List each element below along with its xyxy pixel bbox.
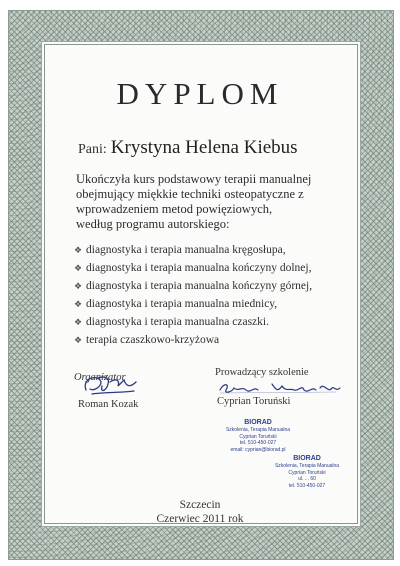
list-item bbox=[74, 277, 312, 295]
instructor-role: Prowadzący szkolenie bbox=[215, 367, 309, 378]
bullet-icon: ❖ bbox=[74, 245, 83, 255]
diploma-title: DYPLOM bbox=[116, 76, 284, 111]
list-item bbox=[74, 259, 312, 277]
bullet-icon: ❖ bbox=[74, 299, 83, 309]
description-line: obejmujący miękkie techniki osteopatyczne z bbox=[76, 187, 304, 201]
bullet-icon: ❖ bbox=[74, 263, 83, 273]
topic-text: diagnostyka i terapia manualna kręgosłupa, bbox=[86, 244, 286, 256]
recipient-name: Krystyna Helena Kiebus bbox=[110, 137, 298, 158]
description-line: wprowadzeniem metod powięziowych, bbox=[76, 202, 273, 216]
stamp-line: ul. ... 60 bbox=[298, 476, 316, 482]
bullet-icon: ❖ bbox=[74, 281, 83, 291]
stamp-line: Cyprian Toruński bbox=[239, 433, 277, 440]
stamp-line: Szkolenia, Terapia Manualna bbox=[225, 427, 291, 433]
stamp-line: Cyprian Toruński bbox=[288, 469, 326, 476]
topic-text: diagnostyka i terapia manualna kończyny górnej, bbox=[86, 280, 313, 292]
organizer-name: Roman Kozak bbox=[78, 399, 139, 410]
topic-text: terapia czaszkowo-krzyżowa bbox=[86, 334, 220, 346]
recipient-prefix: Pani: bbox=[78, 142, 107, 157]
topic-text: diagnostyka i terapia manualna miednicy, bbox=[86, 298, 278, 310]
bullet-icon: ❖ bbox=[74, 335, 83, 345]
list-item bbox=[74, 313, 312, 331]
topic-text: diagnostyka i terapia manualna kończyny dolnej, bbox=[86, 262, 312, 274]
list-item bbox=[74, 331, 312, 349]
stamp-line: BIORAD bbox=[293, 455, 321, 462]
issue-date: Czerwiec 2011 rok bbox=[156, 513, 244, 525]
instructor-name: Cyprian Toruński bbox=[217, 396, 291, 407]
stamp-line: tel. 510-450-027 bbox=[239, 440, 277, 446]
organizer-role: Organizator bbox=[74, 372, 126, 383]
description-line: Ukończyła kurs podstawowy terapii manualnej bbox=[76, 172, 312, 186]
stamp-line: tel. 510-450-027 bbox=[288, 482, 326, 489]
list-item bbox=[74, 295, 312, 313]
issue-place: Szczecin bbox=[179, 499, 221, 511]
stamp-line: BIORAD bbox=[244, 419, 272, 426]
instructor-signature bbox=[216, 378, 346, 398]
topic-text: diagnostyka i terapia manualna czaszki. bbox=[86, 316, 269, 328]
course-description bbox=[76, 172, 336, 232]
bullet-icon: ❖ bbox=[74, 317, 83, 327]
list-item bbox=[74, 241, 312, 259]
recipient bbox=[78, 137, 298, 159]
company-stamp bbox=[222, 419, 294, 453]
organizer-signature bbox=[80, 372, 140, 400]
company-stamp bbox=[268, 455, 346, 489]
stamp-line: email: cyprian@biorad.pl bbox=[230, 446, 286, 453]
stamp-line: Szkolenia, Terapia Manualna bbox=[274, 463, 340, 469]
description-line: według programu autorskiego: bbox=[76, 217, 230, 231]
topic-list bbox=[74, 241, 312, 349]
